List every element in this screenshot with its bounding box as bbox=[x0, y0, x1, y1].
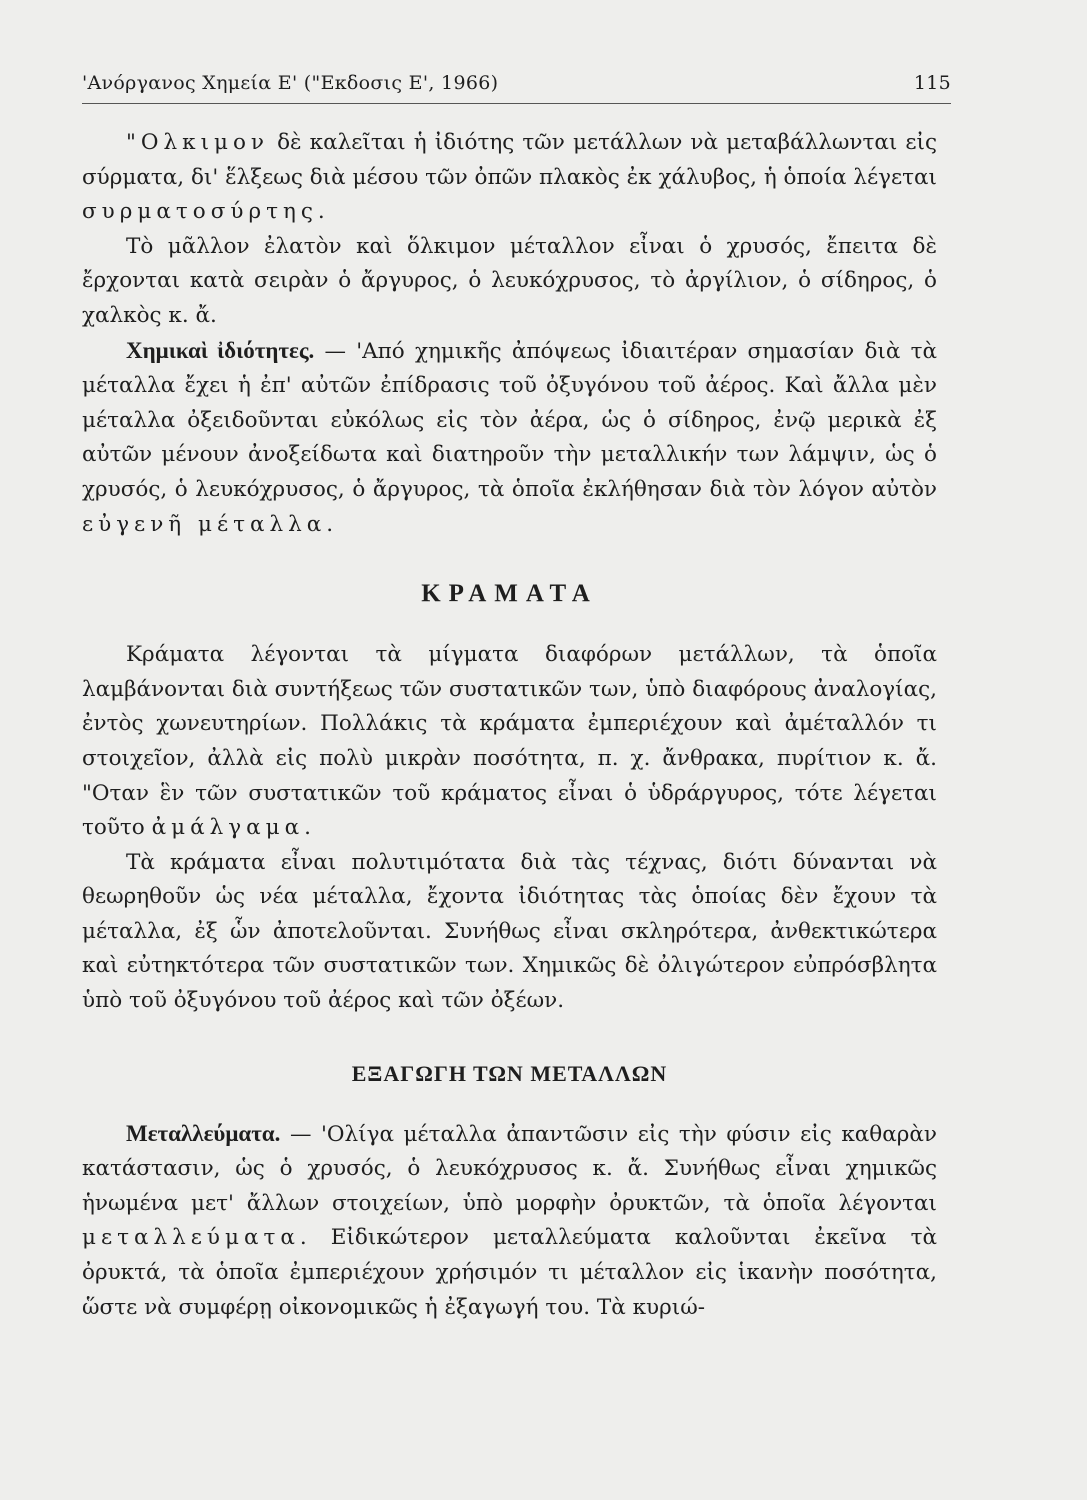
paragraph-text: . bbox=[317, 199, 325, 225]
running-head bbox=[82, 72, 951, 104]
subheading-ores: Μεταλλεύματα. bbox=[126, 1120, 281, 1146]
term-noble-metals: εὐγενῆ μέταλλα bbox=[82, 511, 327, 537]
term-ores: μεταλλεύματα bbox=[82, 1225, 300, 1251]
paragraph-text: δὲ καλεῖται ἡ ἰδιότης τῶν μετάλλων νὰ μεταβάλλωνται εἰς σύρματα, δι' ἕλξεως διὰ μέσου τῶν ὀπῶν πλακὸς ἐκ χάλυβος, ἡ ὁποία λέγεται bbox=[82, 130, 937, 190]
section-title-extraction: ΕΞΑΓΩΓΗ ΤΩΝ ΜΕΤΑΛΛΩΝ bbox=[351, 1060, 668, 1086]
paragraph-text: . Εἰδικώτερον μεταλλεύματα καλοῦνται ἐκεῖνα τὰ ὀρυκτά, τὰ ὁποῖα ἐμπεριέχουν χρήσιμόν τι μέταλλον εἰς ἱκανὴν ποσότητα, ὥστε νὰ συμφέρῃ οἰκονομικῶς ἡ ἐξαγωγή του. Τὰ κυριώ- bbox=[82, 1225, 937, 1320]
paragraph-text: — 'Από χημικῆς ἀπόψεως ἰδιαιτέραν σημασίαν διὰ τὰ μέταλλα ἔχει ἡ ἐπ' αὐτῶν ἐπίδρασις τοῦ ὀξυγόνου τοῦ ἀέρος. Καὶ ἄλλα μὲν μέταλλα ὀξειδοῦνται εὐκόλως εἰς τὸν ἀέρα, ὡς ὁ σίδηρος, ἐνῷ μερικὰ ἐξ αὐτῶν μένουν ἀνοξείδωτα καὶ διατηροῦν τὴν μεταλλικήν των λάμψιν, ὡς ὁ χρυσός, ὁ λευκόχρυσος, ὁ ἄργυρος, τὰ ὁποῖα ἐκλήθησαν διὰ τὸν λόγον αὐτὸν bbox=[82, 338, 937, 502]
paragraph-text: . bbox=[304, 815, 311, 841]
page-number: 115 bbox=[913, 72, 951, 94]
paragraph-malleable-metals: Τὸ μᾶλλον ἐλατὸν καὶ ὅλκιμον μέταλλον εἶναι ὁ χρυσός, ἔπειτα δὲ ἔρχονται κατὰ σειρὰν ὁ ἄργυρος, ὁ λευκόχρυσος, τὸ ἀργίλιον, ὁ σίδηρος, ὁ χαλκὸς κ. ἄ. bbox=[82, 233, 937, 328]
paragraph-alloys-definition bbox=[82, 638, 937, 846]
paragraph-ductility bbox=[82, 126, 937, 230]
paragraph-text: Κράματα λέγονται τὰ μίγματα διαφόρων μετάλλων, τὰ ὁποῖα λαμβάνονται διὰ συντήξεως τῶν συστατικῶν των, ὑπὸ διαφόρους ἀναλογίας, ἐντὸς χωνευτηρίων. Πολλάκις τὰ κράματα ἐμπεριέχουν καὶ ἀμέταλλόν τι στοιχεῖον, ἀλλὰ εἰς πολὺ μικρὰν ποσότητα, π. χ. ἄνθρακα, πυρίτιον κ. ἄ. "Οταν ἓν τῶν συστατικῶν τοῦ κράματος εἶναι ὁ ὑδράργυρος, τότε λέγεται τοῦτο bbox=[82, 642, 937, 841]
term-wire-drawer: συρματοσύρτης bbox=[82, 199, 318, 225]
term-ductile: "Ολκιμον bbox=[126, 130, 269, 155]
body-text bbox=[82, 126, 937, 1325]
paragraph-ores bbox=[82, 1117, 937, 1326]
paragraph-text: — 'Ολίγα μέταλλα ἀπαντῶσιν εἰς τὴν φύσιν εἰς καθαρὰν κατάστασιν, ὡς ὁ χρυσός, ὁ λευκόχρυσος κ. ἄ. Συνήθως εἶναι χημικῶς ἡνωμένα μετ' ἄλλων στοιχείων, ὑπὸ μορφὴν ὀρυκτῶν, τὰ ὁποῖα λέγονται bbox=[82, 1121, 937, 1216]
paragraph-chemical-properties bbox=[82, 334, 937, 543]
subheading-chemical-properties: Χημικαὶ ἰδιότητες. bbox=[126, 337, 315, 363]
section-title-alloys: ΚΡΑΜΑΤΑ bbox=[421, 580, 598, 608]
running-title: 'Ανόργανος Χημεία Ε' ("Εκδοσις Ε', 1966) bbox=[82, 72, 499, 94]
term-amalgam: ἀμάλγαμα bbox=[151, 815, 305, 841]
paragraph-alloys-value: Τὰ κράματα εἶναι πολυτιμότατα διὰ τὰς τέχνας, διότι δύνανται νὰ θεωρηθοῦν ὡς νέα μέταλλα, ἔχοντα ἰδιότητας τὰς ὁποίας δὲν ἔχουν τὰ μέταλλα, ἐξ ὧν ἀποτελοῦνται. Συνήθως εἶναι σκληρότερα, ἀνθεκτικώτερα καὶ εὐτηκτότερα τῶν συστατικῶν των. Χημικῶς δὲ ὀλιγώτερον εὐπρόσβλητα ὑπὸ τοῦ ὀξυγόνου τοῦ ἀέρος καὶ τῶν ὀξέων. bbox=[82, 849, 937, 1014]
paragraph-text: . bbox=[326, 511, 334, 537]
